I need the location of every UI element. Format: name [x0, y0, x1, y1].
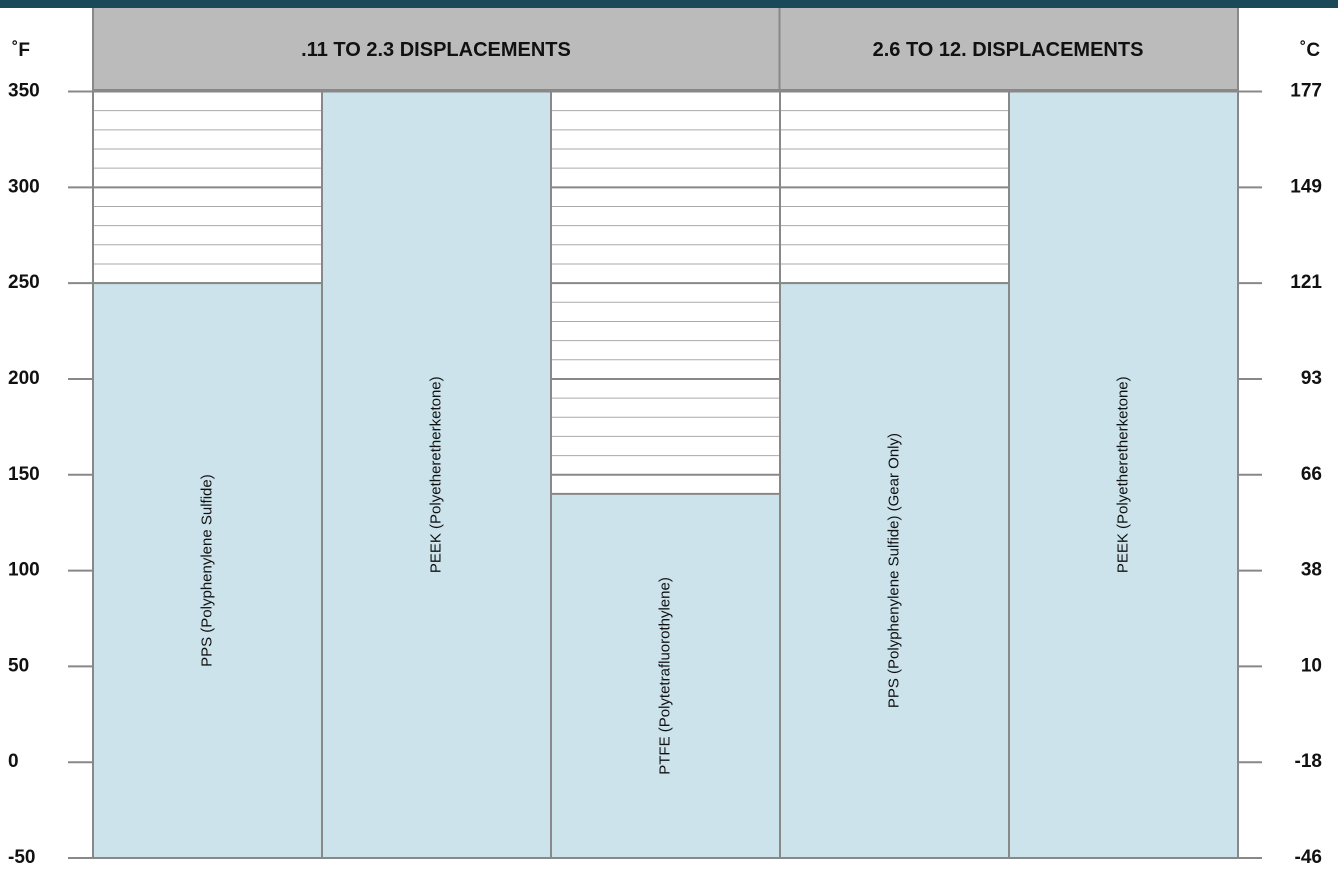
left-tick-label: 350: [8, 80, 40, 102]
bar-label-5: PEEK (Polyetheretherketone): [1114, 376, 1132, 574]
left-tick-label: 250: [8, 272, 40, 294]
right-tick-label: 10: [1300, 655, 1322, 677]
bar-label-4: PPS (Polyphenylene Sulfide) (Gear Only): [885, 432, 903, 709]
right-tick-label: 149: [1290, 176, 1322, 198]
unit-label-fahrenheit: ˚F: [12, 40, 30, 61]
right-tick-label: 121: [1290, 272, 1322, 294]
left-tick-label: 300: [8, 176, 40, 198]
right-tick-label: 38: [1300, 559, 1322, 581]
left-tick-label: 150: [8, 463, 40, 485]
group-label-1: .11 TO 2.3 DISPLACEMENTS: [301, 39, 571, 61]
left-tick-label: 200: [8, 367, 40, 389]
bar-label-3: PTFE (Polytetrafluorothylene): [656, 577, 674, 775]
top-band: [0, 0, 1338, 8]
right-tick-label: 177: [1290, 80, 1322, 102]
bar-label-2: PEEK (Polyetheretherketone): [427, 376, 445, 574]
left-tick-label: 100: [8, 559, 40, 581]
right-tick-label: 66: [1300, 463, 1322, 485]
right-tick-label: -46: [1294, 847, 1322, 869]
left-tick-label: -50: [8, 847, 36, 869]
left-tick-label: 0: [8, 751, 19, 773]
group-label-2: 2.6 TO 12. DISPLACEMENTS: [872, 39, 1144, 61]
bar-label-1: PPS (Polyphenylene Sulfide): [198, 474, 216, 667]
unit-label-celsius: ˚C: [1300, 40, 1321, 61]
left-tick-label: 50: [8, 655, 30, 677]
right-tick-label: -18: [1294, 751, 1322, 773]
right-tick-label: 93: [1300, 367, 1322, 389]
